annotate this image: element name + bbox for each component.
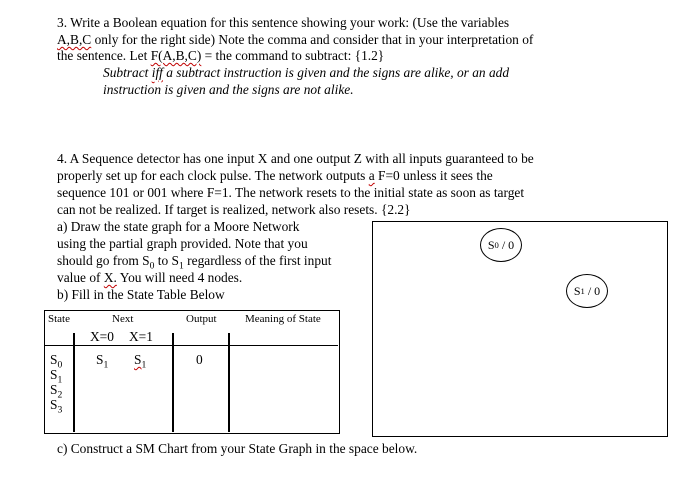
- q4-line3: sequence 101 or 001 where F=1. The network resets to the initial state as soon as target: [57, 185, 525, 200]
- q4-part-a-line3: should go from $S_0$ to $S_1$ regardless of the first input: [57, 253, 332, 272]
- col-header-x1: X=1: [129, 329, 153, 344]
- table-header-divider: [44, 345, 338, 346]
- col-header-x0: X=0: [90, 329, 114, 344]
- table-divider-1: [73, 333, 75, 432]
- q4-part-b: b) Fill in the State Table Below: [57, 287, 225, 302]
- q4-part-c: c) Construct a SM Chart from your State Graph in the space below.: [57, 441, 418, 456]
- q4-part-a-line2: using the partial graph provided. Note that you: [57, 236, 308, 251]
- state-node-s1: S 1 / 0: [566, 274, 608, 308]
- q3-line1: 3. Write a Boolean equation for this sentence showing your work: (Use the variables: [57, 15, 510, 30]
- q3-variables: A,B,C: [57, 32, 92, 47]
- state-cell-s2: $S_2$: [50, 382, 63, 401]
- q3-iff: iff: [151, 65, 163, 80]
- col-header-output: Output: [186, 313, 217, 325]
- q4-part-a-line4: value of X. You will need 4 nodes.: [57, 270, 243, 285]
- state-node-s0: S 0 / 0: [480, 228, 522, 262]
- state-table-frame: [44, 310, 340, 434]
- q3-italic-line2: instruction is given and the signs are not alike.: [103, 82, 354, 97]
- state-cell-s3: $S_3$: [50, 397, 63, 416]
- q3-italic-line1: Subtract iff a subtract instruction is given and the signs are alike, or an add: [103, 65, 510, 80]
- q3-line3: the sentence. Let F(A,B,C) = the command to subtract: {1.2}: [57, 48, 385, 63]
- q3-line2: A,B,C only for the right side) Note the comma and consider that in your interpretation of: [57, 32, 534, 47]
- q4-line2: properly set up for each clock pulse. The network outputs a F=0 unless it sees the: [57, 168, 493, 183]
- next-x0-cell-s0: $S_1$: [96, 352, 109, 371]
- q4-part-a-line1: a) Draw the state graph for a Moore Network: [57, 219, 300, 234]
- col-header-state: State: [48, 313, 70, 325]
- state-cell-s0: $S_0$: [50, 352, 63, 371]
- q3-function: F(A,B,C): [150, 48, 202, 63]
- q4-line4: can not be realized. If target is realized, network also resets. {2.2}: [57, 202, 411, 217]
- state-graph-box: [372, 221, 668, 437]
- table-divider-2: [172, 333, 174, 432]
- q4-line1: 4. A Sequence detector has one input X and one output Z with all inputs guaranteed to be: [57, 151, 534, 166]
- next-x1-cell-s0: $S_1$: [134, 352, 147, 371]
- col-header-next: Next: [112, 313, 134, 325]
- output-cell-s0: 0: [196, 352, 203, 367]
- col-header-meaning: Meaning of State: [245, 313, 321, 325]
- state-cell-s1: $S_1$: [50, 367, 63, 386]
- table-divider-3: [228, 333, 230, 432]
